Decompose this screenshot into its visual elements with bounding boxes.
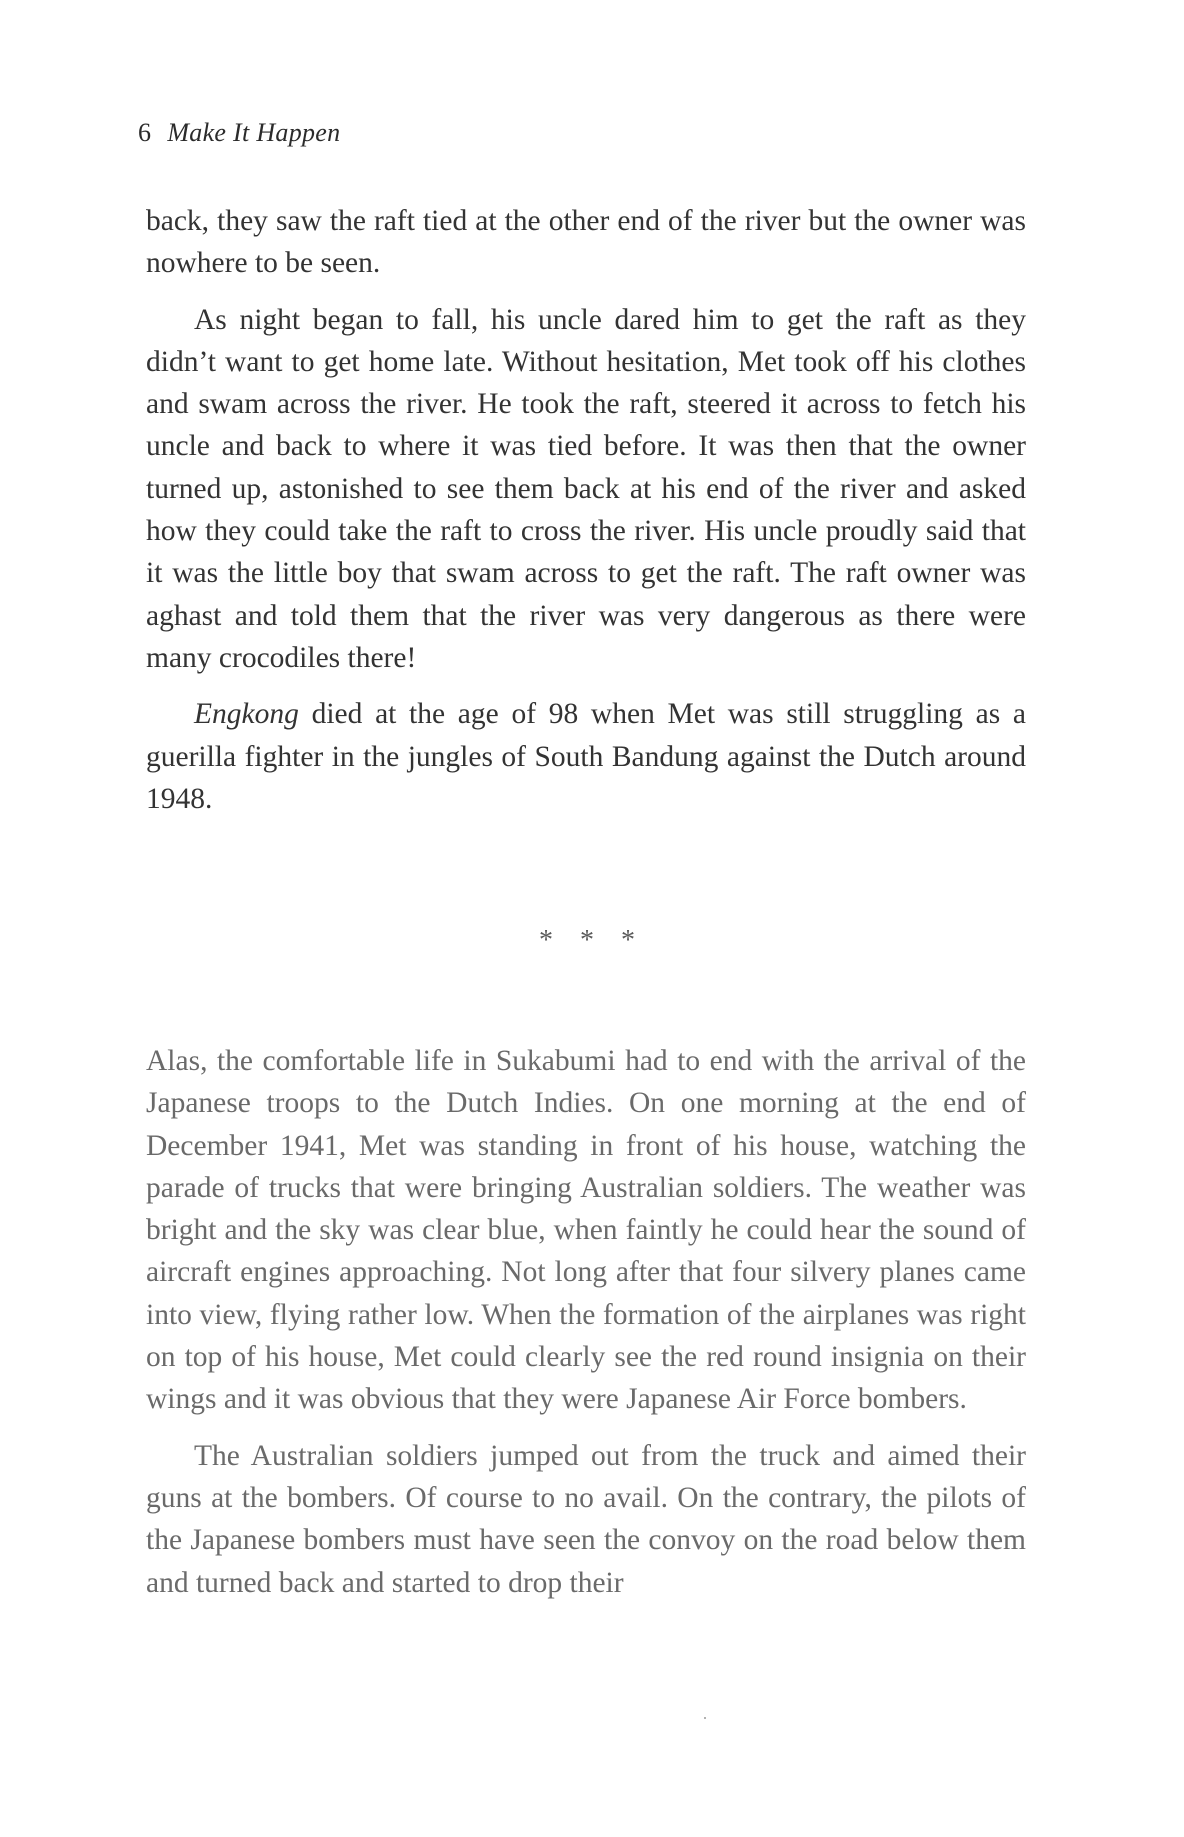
paragraph-australian-soldiers: The Australian soldiers jumped out from the truck and aimed their guns at the bombers. Of course to no avail. On the contrary, the pilots of the Japanese bombers must have seen the convoy on the road below them and turned back and started to drop their [146,1439,1026,1599]
running-head [138,118,340,148]
paragraph-engkong-text: died at the age of 98 when Met was still struggling as a guerilla fighter in the jungles of South Bandung against the Dutch around 1948. [146,698,1026,815]
section-1-text [146,200,1026,820]
paragraph-engkong [146,693,1026,820]
scan-speck [704,1717,706,1719]
book-title: Make It Happen [167,118,341,147]
paragraph-japanese-arrival: Alas, the comfortable life in Sukabumi had to end with the arrival of the Japanese troops to the Dutch Indies. On one morning at the end of December 1941, Met was standing in front of his house, watching the parade of trucks that were bringing Australian soldiers. The weather was bright and the sky was clear blue, when faintly he could hear the sound of aircraft engines approaching. Not long after that four silvery planes came into view, flying rather low. When the formation of the airplanes was right on top of his house, Met could clearly see the red round insignia on their wings and it was obvious that they were Japanese Air Force bombers. [146,1045,1026,1416]
paragraph-raft: As night began to fall, his uncle dared him to get the raft as they didn’t want to get home late. Without hesitation, Met took off his clothes and swam across the river. He took the raft, steered it across to fetch his uncle and back to where it was tied before. It was then that the owner turned up, astonished to see them back at his end of the river and asked how they could take the raft to cross the river. His uncle proudly said that it was the little boy that swam across to get the raft. The raft owner was aghast and told them that the river was very dangerous as there were many crocodiles there! [146,303,1026,674]
section-2-text [146,1040,1026,1604]
paragraph-continued: back, they saw the raft tied at the other end of the river but the owner was nowhere to be seen. [146,205,1026,280]
italic-name-engkong: Engkong [194,698,299,731]
scene-break: * * * [539,925,645,956]
page-number: 6 [138,118,152,147]
